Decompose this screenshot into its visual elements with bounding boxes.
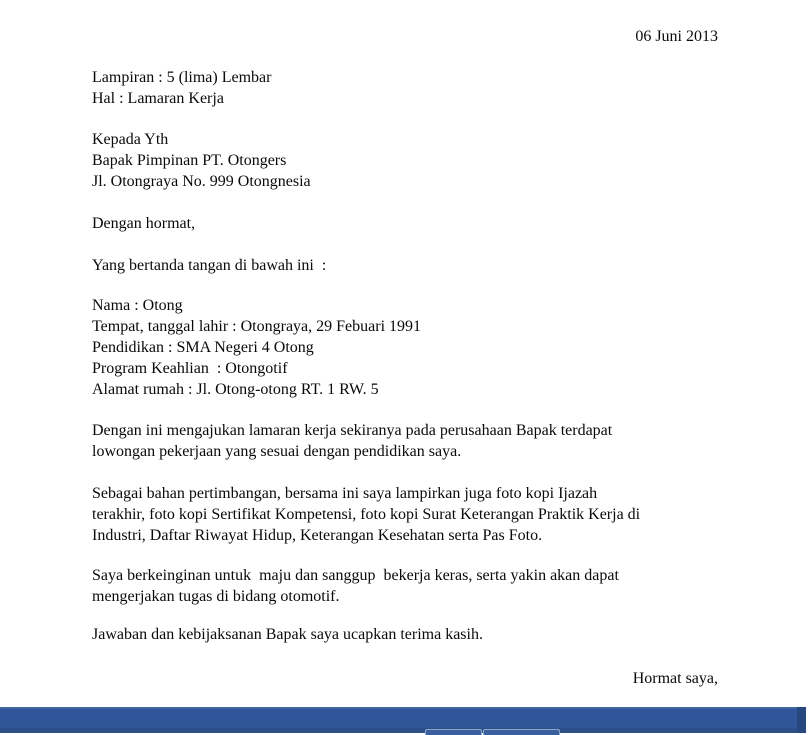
paragraph2-line-1: Sebagai bahan pertimbangan, bersama ini saya lampirkan juga foto kopi Ijazah — [92, 485, 598, 502]
signoff-line: Hormat saya, — [632, 670, 718, 687]
personal-data-birth: Tempat, tanggal lahir : Otongraya, 29 Febuari 1991 — [92, 318, 422, 335]
paragraph1-line-1: Dengan ini mengajukan lamaran kerja sekiranya pada perusahaan Bapak terdapat — [92, 422, 613, 439]
statusbar-button-right[interactable] — [483, 729, 560, 735]
recipient-line-3: Jl. Otongraya No. 999 Otongnesia — [92, 173, 311, 190]
recipient-line-1: Kepada Yth — [92, 131, 169, 148]
salutation-line: Dengan hormat, — [92, 215, 196, 232]
personal-data-address: Alamat rumah : Jl. Otong-otong RT. 1 RW. 5 — [92, 381, 379, 398]
subject-line: Hal : Lamaran Kerja — [92, 90, 224, 107]
closing-line: Jawaban dan kebijaksanan Bapak saya ucapkan terima kasih. — [92, 626, 483, 643]
personal-data-name: Nama : Otong — [92, 297, 183, 314]
paragraph2-line-3: Industri, Daftar Riwayat Hidup, Keterangan Kesehatan serta Pas Foto. — [92, 527, 543, 544]
letter-document — [92, 0, 718, 707]
paragraph2-line-2: terakhir, foto kopi Sertifikat Kompetensi, foto kopi Surat Keterangan Praktik Kerja di — [92, 506, 641, 523]
intro-line: Yang bertanda tangan di bawah ini : — [92, 257, 327, 274]
statusbar-button-left[interactable] — [425, 729, 482, 735]
paragraph3-line-1: Saya berkeinginan untuk maju dan sanggup bekerja keras, serta yakin akan dapat — [92, 567, 619, 584]
recipient-line-2: Bapak Pimpinan PT. Otongers — [92, 152, 287, 169]
personal-data-program: Program Keahlian : Otongotif — [92, 360, 288, 377]
paragraph1-line-2: lowongan pekerjaan yang sesuai dengan pendidikan saya. — [92, 443, 462, 460]
app-statusbar — [0, 707, 808, 733]
attachment-line: Lampiran : 5 (lima) Lembar — [92, 69, 272, 86]
letter-date: 06 Juni 2013 — [635, 28, 718, 45]
statusbar-right-edge — [797, 707, 806, 733]
personal-data-education: Pendidikan : SMA Negeri 4 Otong — [92, 339, 314, 356]
paragraph3-line-2: mengerjakan tugas di bidang otomotif. — [92, 588, 340, 605]
